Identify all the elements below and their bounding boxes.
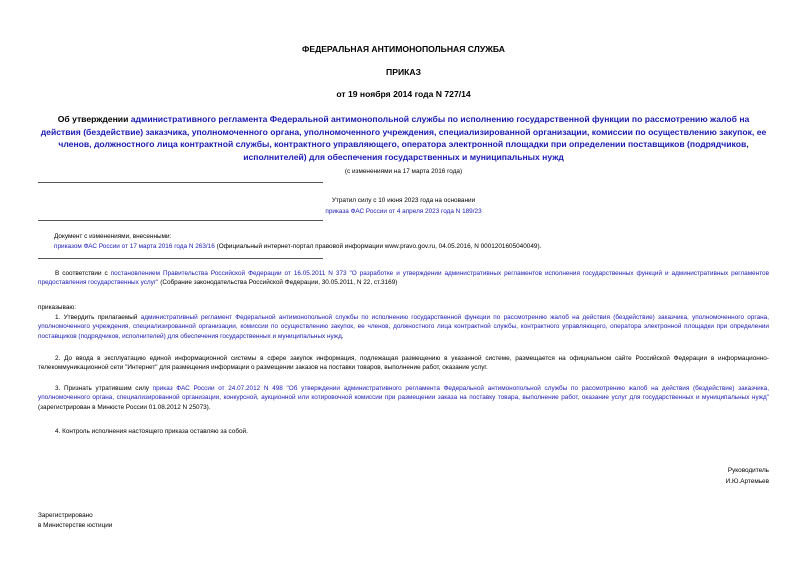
item-1-text: 1. Утвердить прилагаемый (55, 314, 141, 321)
doc-date-number: от 19 ноября 2014 года N 727/14 (336, 89, 471, 99)
lost-force-link[interactable]: приказа ФАС России от 4 апреля 2023 года N 189/23 (325, 208, 482, 215)
doc-title-prefix: Об утверждении (57, 114, 131, 124)
item-1-end: . (341, 332, 344, 340)
item-3-text: 3. Признать утратившим силу (55, 385, 153, 392)
item-3-registration: (зарегистрирован в Минюсте России 01.08.2012 N 25073). (38, 403, 211, 411)
agency-heading: ФЕДЕРАЛЬНАЯ АНТИМОНОПОЛЬНАЯ СЛУЖБА (302, 44, 505, 54)
item-1-link[interactable]: административный регламент Федеральной антимонопольной службы по исполнению государственной функции по рассмотрению жалоб на действия (бездействие) заказчика, уполномоченного органа, уполномоченного учреждения, специализированной организации, комиссии по осуществлению закупок, ее членов, должностного лица контрактной службы, контрактного управляющего, оператора электронной площадки при определении поставщиков (подрядчиков, исполнителей) для обеспечения государственных и муниципальных нужд (38, 314, 769, 340)
signatory-name: И.Ю.Артемьев (725, 478, 769, 485)
preamble (38, 269, 769, 288)
item-3 (38, 384, 769, 412)
lost-force-text: Утратил силу с 10 июня 2023 года на основании (331, 197, 476, 204)
preamble-source: (Собрание законодательства Российской Федерации, 30.05.2011, N 22, ст.3169) (158, 279, 398, 287)
item-3-link[interactable]: приказ ФАС России от 24.07.2012 N 498 "Об утверждении административного регламента Федеральной антимонопольной службы по рассмотрению жалоб на действия (бездействие) заказчика, уполномоченного органа, специализированной организации, конкурсной, аукционной или котировочной комиссии при размещении заказа на поставку товара, выполнение работ, оказание услуг для государственных и муниципальных нужд" (38, 385, 770, 402)
registration-line-1: Зарегистрировано (38, 512, 93, 519)
divider (38, 258, 323, 259)
amendment-note: (с изменениями на 17 марта 2016 года) (344, 168, 463, 175)
amendment-link[interactable]: приказом ФАС России от 17 марта 2016 года N 263/16 (54, 243, 215, 250)
item-4: 4. Контроль исполнения настоящего приказа оставляю за собой. (55, 428, 248, 435)
divider (38, 220, 323, 221)
amendments-line (54, 242, 770, 251)
divider (38, 182, 323, 183)
amendments-label: Документ с изменениями, внесенными: (54, 233, 172, 240)
doc-title (40, 113, 767, 163)
doc-type-heading: ПРИКАЗ (386, 67, 421, 77)
amendment-source: (Официальный интернет-портал правовой информации www.pravo.gov.ru, 04.05.2016, N 0001201605040049). (214, 243, 542, 250)
item-2: 2. До ввода в эксплуатацию единой информационной системы в сфере закупок информация, подлежащая размещению в указанной системе, размещается на официальном сайте Российской Федерации в информационно-телекоммуникационной сети "Интернет" для размещения информации о размещении заказов на поставки товаров, выполнение работ, оказание услуг. (38, 355, 769, 372)
preamble-link[interactable]: постановлением Правительства Российской Федерации от 16.05.2011 N 373 "О разработке и утверждении административных регламентов исполнения государственных функций и административных регламентов предоставления государственных услуг" (38, 270, 770, 287)
preamble-text: В соответствии с (55, 270, 111, 277)
order-word: приказываю: (38, 304, 76, 311)
doc-title-link[interactable]: административного регламента Федеральной антимонопольной службы по исполнению государственной функции по рассмотрению жалоб на действия (бездействие) заказчика, уполномоченного органа, уполномоченного учреждения, специализированной организации, комиссии по осуществлению закупок, ее членов, должностного лица контрактной службы, контрактного управляющего, оператора электронной площадки при определении поставщиков (подрядчиков, исполнителей) для обеспечения государственных и муниципальных нужд (40, 114, 767, 162)
item-1 (38, 313, 769, 341)
signatory-position: Руководитель (727, 467, 769, 474)
registration-line-2: в Министерстве юстиции (38, 522, 113, 529)
